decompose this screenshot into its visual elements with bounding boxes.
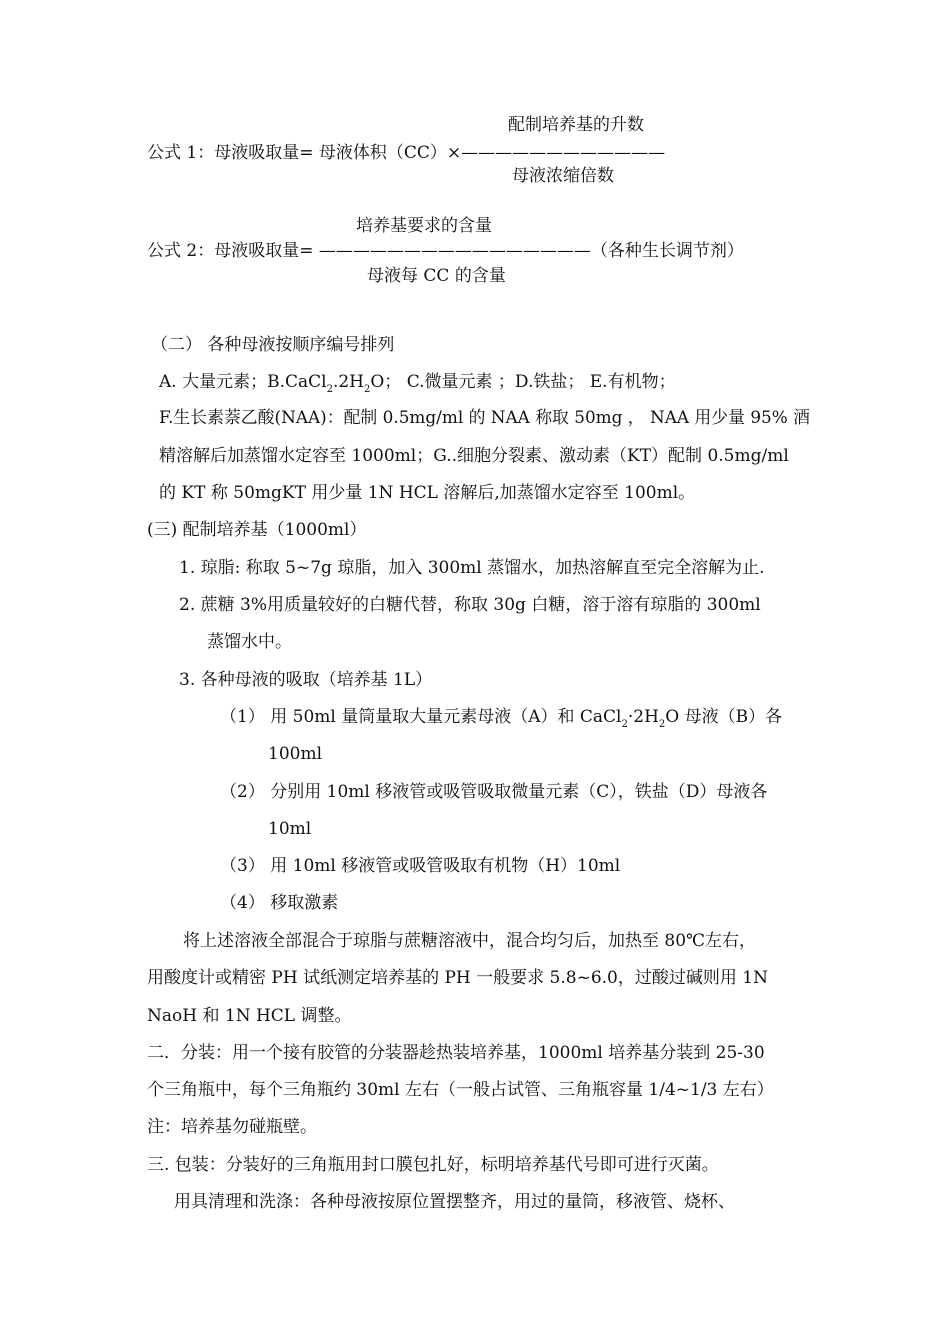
section3-item1: 1. 琼脂: 称取 5~7g 琼脂，加入 300ml 蒸馏水，加热溶解直至完全溶解为止. [179, 558, 765, 578]
part3-line1: 三. 包装：分装好的三角瓶用封口膜包扎好，标明培养基代号即可进行灭菌。 [147, 1155, 719, 1175]
section2-line1: A. 大量元素；$B.CaCl_2.2H_2O$； C.微量元素 ；D.铁盐； E.有机物； [159, 372, 676, 395]
sub-item2-line2: 10ml [268, 819, 312, 839]
section3-heading: (三) 配制培养基（1000ml） [147, 520, 367, 540]
sub-item1-line1: （1） 用 50ml 量筒量取大量元素母液（A）和 $CaCl_2\cdot 2H_2O$ 母液（B）各 [220, 707, 783, 730]
section2-line4: 的 KT 称 50mgKT 用少量 1N HCL 溶解后,加蒸馏水定容至 100ml。 [159, 483, 696, 503]
paragraph-line1: 将上述溶液全部混合于琼脂与蔗糖溶液中，混合均匀后，加热至 80℃左右， [183, 931, 757, 951]
part2-line2: 个三角瓶中，每个三角瓶约 30ml 左右（一般占试管、三角瓶容量 1/4~1/3 左右） [147, 1080, 774, 1100]
formula1-numerator: 配制培养基的升数 [508, 115, 644, 135]
section2-line2: F.生长素萘乙酸(NAA)：配制 0.5mg/ml 的 NAA 称取 50mg ， NAA 用少量 95% 酒 [159, 408, 810, 428]
sub-item3: （3） 用 10ml 移液管或吸管吸取有机物（H）10ml [220, 856, 621, 876]
section2-heading: （二） 各种母液按顺序编号排列 [151, 335, 395, 355]
formula2-denominator: 母液每 CC 的含量 [367, 266, 506, 286]
sub-item1-line2: 100ml [268, 744, 323, 764]
formula2-main: 公式 2：母液吸取量= ————————————————（各种生长调节剂） [147, 241, 744, 261]
section2-line3: 精溶解后加蒸馏水定容至 1000ml；G..细胞分裂素、激动素（KT）配制 0.5mg/ml [159, 446, 789, 466]
part2-line1: 二．分装：用一个接有胶管的分装器趁热装培养基，1000ml 培养基分装到 25-30 [147, 1043, 765, 1063]
paragraph-line3: NaoH 和 1N HCL 调整。 [147, 1006, 352, 1026]
formula1-denominator: 母液浓缩倍数 [512, 166, 614, 186]
section3-item2-line2: 蒸馏水中。 [207, 632, 292, 652]
part2-line3: 注：培养基勿碰瓶壁。 [147, 1117, 317, 1137]
paragraph-line2: 用酸度计或精密 PH 试纸测定培养基的 PH 一般要求 5.8~6.0，过酸过碱则用 1N [147, 968, 768, 988]
section3-item2-line1: 2. 蔗糖 3%用质量较好的白糖代替，称取 30g 白糖，溶于溶有琼脂的 300ml [179, 595, 761, 615]
sub-item4: （4） 移取激素 [220, 893, 339, 913]
section3-item3: 3. 各种母液的吸取（培养基 1L） [179, 670, 433, 690]
formula1-main: 公式 1：母液吸取量= 母液体积（CC）×———————————— [147, 143, 666, 163]
formula2-numerator: 培养基要求的含量 [356, 216, 492, 236]
sub-item2-line1: （2） 分别用 10ml 移液管或吸管吸取微量元素（C），铁盐（D）母液各 [220, 782, 768, 802]
part3-line2: 用具清理和洗涤：各种母液按原位置摆整齐，用过的量筒，移液管、烧杯、 [174, 1192, 735, 1212]
